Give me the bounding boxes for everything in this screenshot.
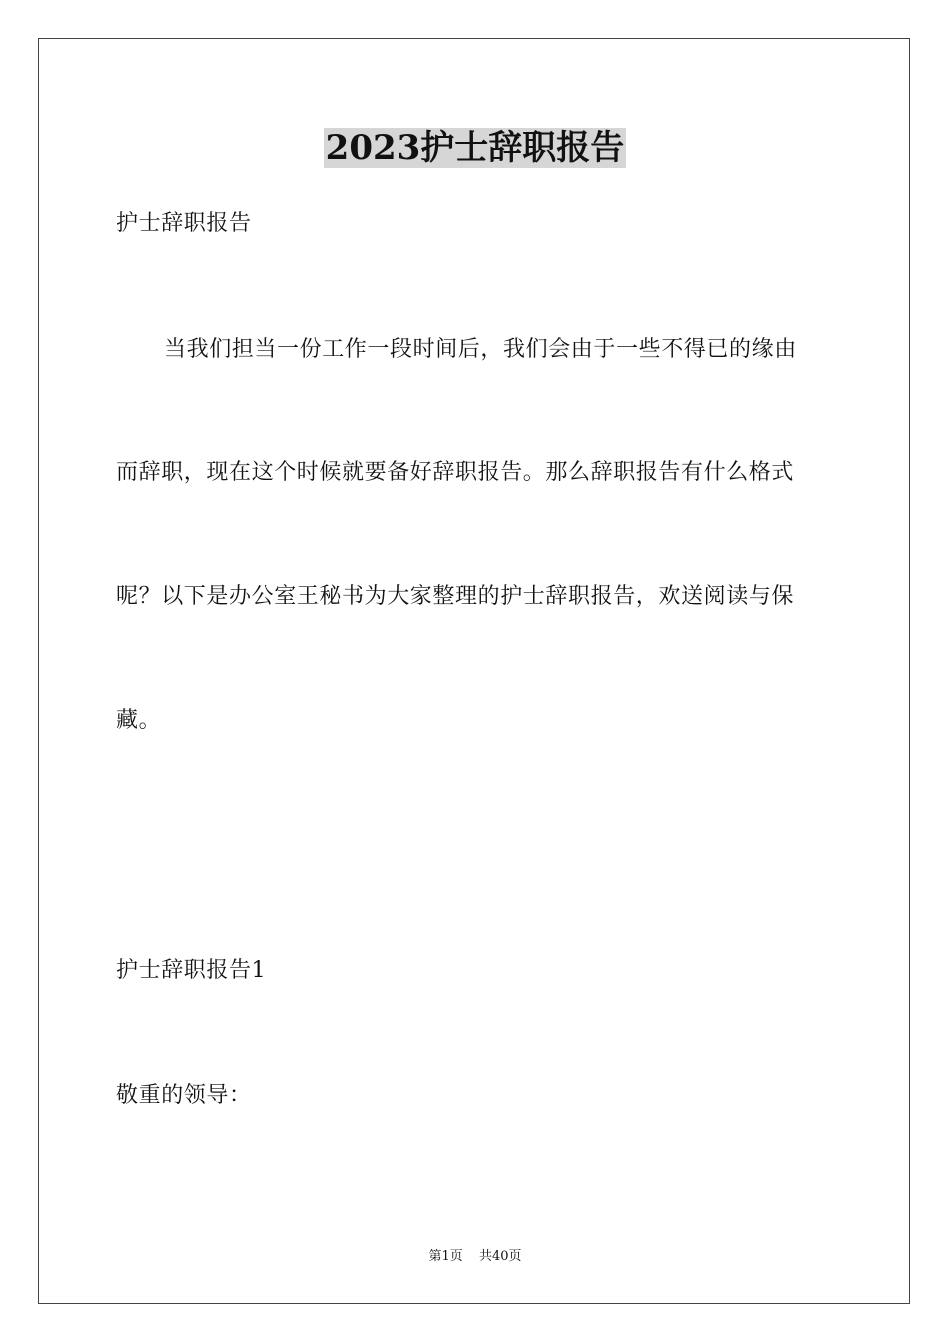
document-subtitle: 护士辞职报告 — [116, 211, 252, 236]
section-heading: 护士辞职报告1 — [116, 958, 267, 983]
page-number: 第1页 — [428, 1249, 463, 1264]
intro-line-4: 藏。 — [116, 708, 162, 733]
page-footer — [0, 1248, 950, 1266]
salutation: 敬重的领导： — [116, 1083, 252, 1108]
document-title — [0, 126, 950, 170]
intro-line-2: 而辞职，现在这个时候就要备好辞职报告。那么辞职报告有什么格式 — [116, 460, 795, 485]
intro-line-1: 当我们担当一份工作一段时间后，我们会由于一些不得已的缘由 — [164, 337, 797, 362]
document-title-text: 2023护士辞职报告 — [325, 128, 625, 168]
page-total: 共40页 — [478, 1249, 522, 1264]
intro-line-3: 呢？以下是办公室王秘书为大家整理的护士辞职报告，欢送阅读与保 — [116, 584, 795, 609]
